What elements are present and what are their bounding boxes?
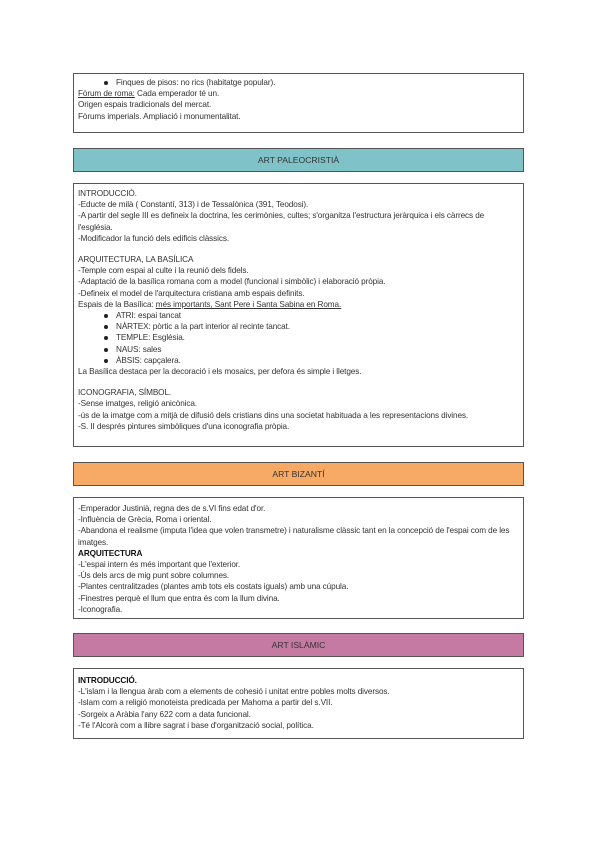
section-heading: INTRODUCCIÓ.	[78, 676, 137, 685]
text-line: -Sense imatges, religió anicònica.	[78, 399, 198, 409]
section-banner-paleocristia: ART PALEOCRISTIÀ	[73, 148, 524, 172]
list-item: ÀBSIS: capçalera.	[78, 355, 519, 366]
text-line: -Emperador Justinià, regna des de s.VI fins edat d'or.	[78, 504, 266, 513]
text-line: -Influència de Grècia, Roma i oriental.	[78, 515, 212, 525]
section-box-forums	[73, 73, 524, 133]
text-line: -Modificador la funció dels edificis clàssics.	[78, 233, 230, 243]
section-banner-islamic: ART ISLÀMIC	[73, 633, 524, 657]
section-box-islamic	[73, 668, 524, 739]
section-heading: ARQUITECTURA, LA BASÍLICA	[78, 255, 194, 265]
text-span: Cada emperador té un.	[134, 89, 220, 99]
text-line: -L'espai intern és més important que l'exterior.	[78, 560, 241, 570]
section-heading: INTRODUCCIÓ.	[78, 189, 137, 198]
text-span: Espais de la Basílica:	[78, 299, 156, 309]
section-box-paleocristia	[73, 183, 524, 447]
list-item: ATRI: espai tancat	[78, 310, 519, 321]
text-line: -Temple com espai al culte i la reunió dels fidels.	[78, 266, 249, 276]
list-item: Finques de pisos: no rics (habitatge popular).	[78, 77, 519, 88]
list-item: TEMPLE: Església.	[78, 332, 519, 343]
text-line	[78, 88, 519, 99]
underlined-term: Fòrum de roma:	[78, 89, 135, 99]
text-line: -Defineix el model de l'arquitectura cristiana amb espais definits.	[78, 288, 305, 298]
text-line	[78, 299, 519, 310]
text-line: -A partir del segle III es defineix la doctrina, les cerimònies, cultes; s'organitza l'estructura jeràrquica i els càrrecs de l'església.	[78, 211, 485, 232]
spacer	[78, 244, 519, 254]
text-line: -Islam com a religió monoteista predicada per Mahoma a partir del s.VII.	[78, 698, 333, 708]
text-line: -Abandona el realisme (imputa l'idea que volen transmetre) i naturalisme clàssic tant en la concepció de l'espai com de les imatges.	[78, 526, 510, 547]
list-item: NÀRTEX: pòrtic a la part interior al recinte tancat.	[78, 321, 519, 332]
section-heading: ARQUITECTURA	[78, 548, 143, 558]
text-line: -ús de la imatge com a mitjà de difusió dels cristians dins una societat habituada a les representacions divines.	[78, 410, 469, 420]
section-heading: ICONOGRAFIA, SÍMBOL.	[78, 388, 172, 398]
section-box-bizanti	[73, 497, 524, 619]
text-line: -S. II després pintures simbòliques d'una iconografia pròpia.	[78, 421, 290, 431]
text-line: Fòrums imperials. Ampliació i monumentalitat.	[78, 111, 241, 121]
text-line: -L'islam i la llengua àrab com a elements de cohesió i unitat entre pobles molts diversos.	[78, 687, 390, 697]
text-line: -Educte de milà ( Constantí, 313) i de Tessalònica (391, Teodosi).	[78, 200, 309, 210]
underlined-term: més importants, Sant Pere i Santa Sabina en Roma.	[155, 299, 342, 309]
list-item: NAUS: sales	[78, 344, 519, 355]
text-line: La Basílica destaca per la decoració i els mosaics, per defora és simple i lletges.	[78, 367, 362, 377]
text-line: -Iconografia.	[78, 604, 123, 614]
section-banner-bizanti: ART BIZANTÍ	[73, 462, 524, 486]
text-line: Origen espais tradicionals del mercat.	[78, 100, 212, 110]
text-line: -Plantes centralitzades (plantes amb tots els costats iguals) amb una cúpula.	[78, 582, 349, 592]
text-line: -Té l'Alcorà com a llibre sagrat i base d'organització social, política.	[78, 720, 314, 730]
text-line: -Sorgeix a Aràbia l'any 622 com a data funcional.	[78, 709, 251, 719]
spacer	[78, 377, 519, 387]
text-line: -Ús dels arcs de mig punt sobre columnes.	[78, 571, 230, 581]
text-line: -Adaptació de la basílica romana com a model (funcional i simbòlic) i elaboració pròpia.	[78, 277, 386, 287]
text-line: -Finestres perquè el llum que entra és com la llum divina.	[78, 593, 280, 603]
